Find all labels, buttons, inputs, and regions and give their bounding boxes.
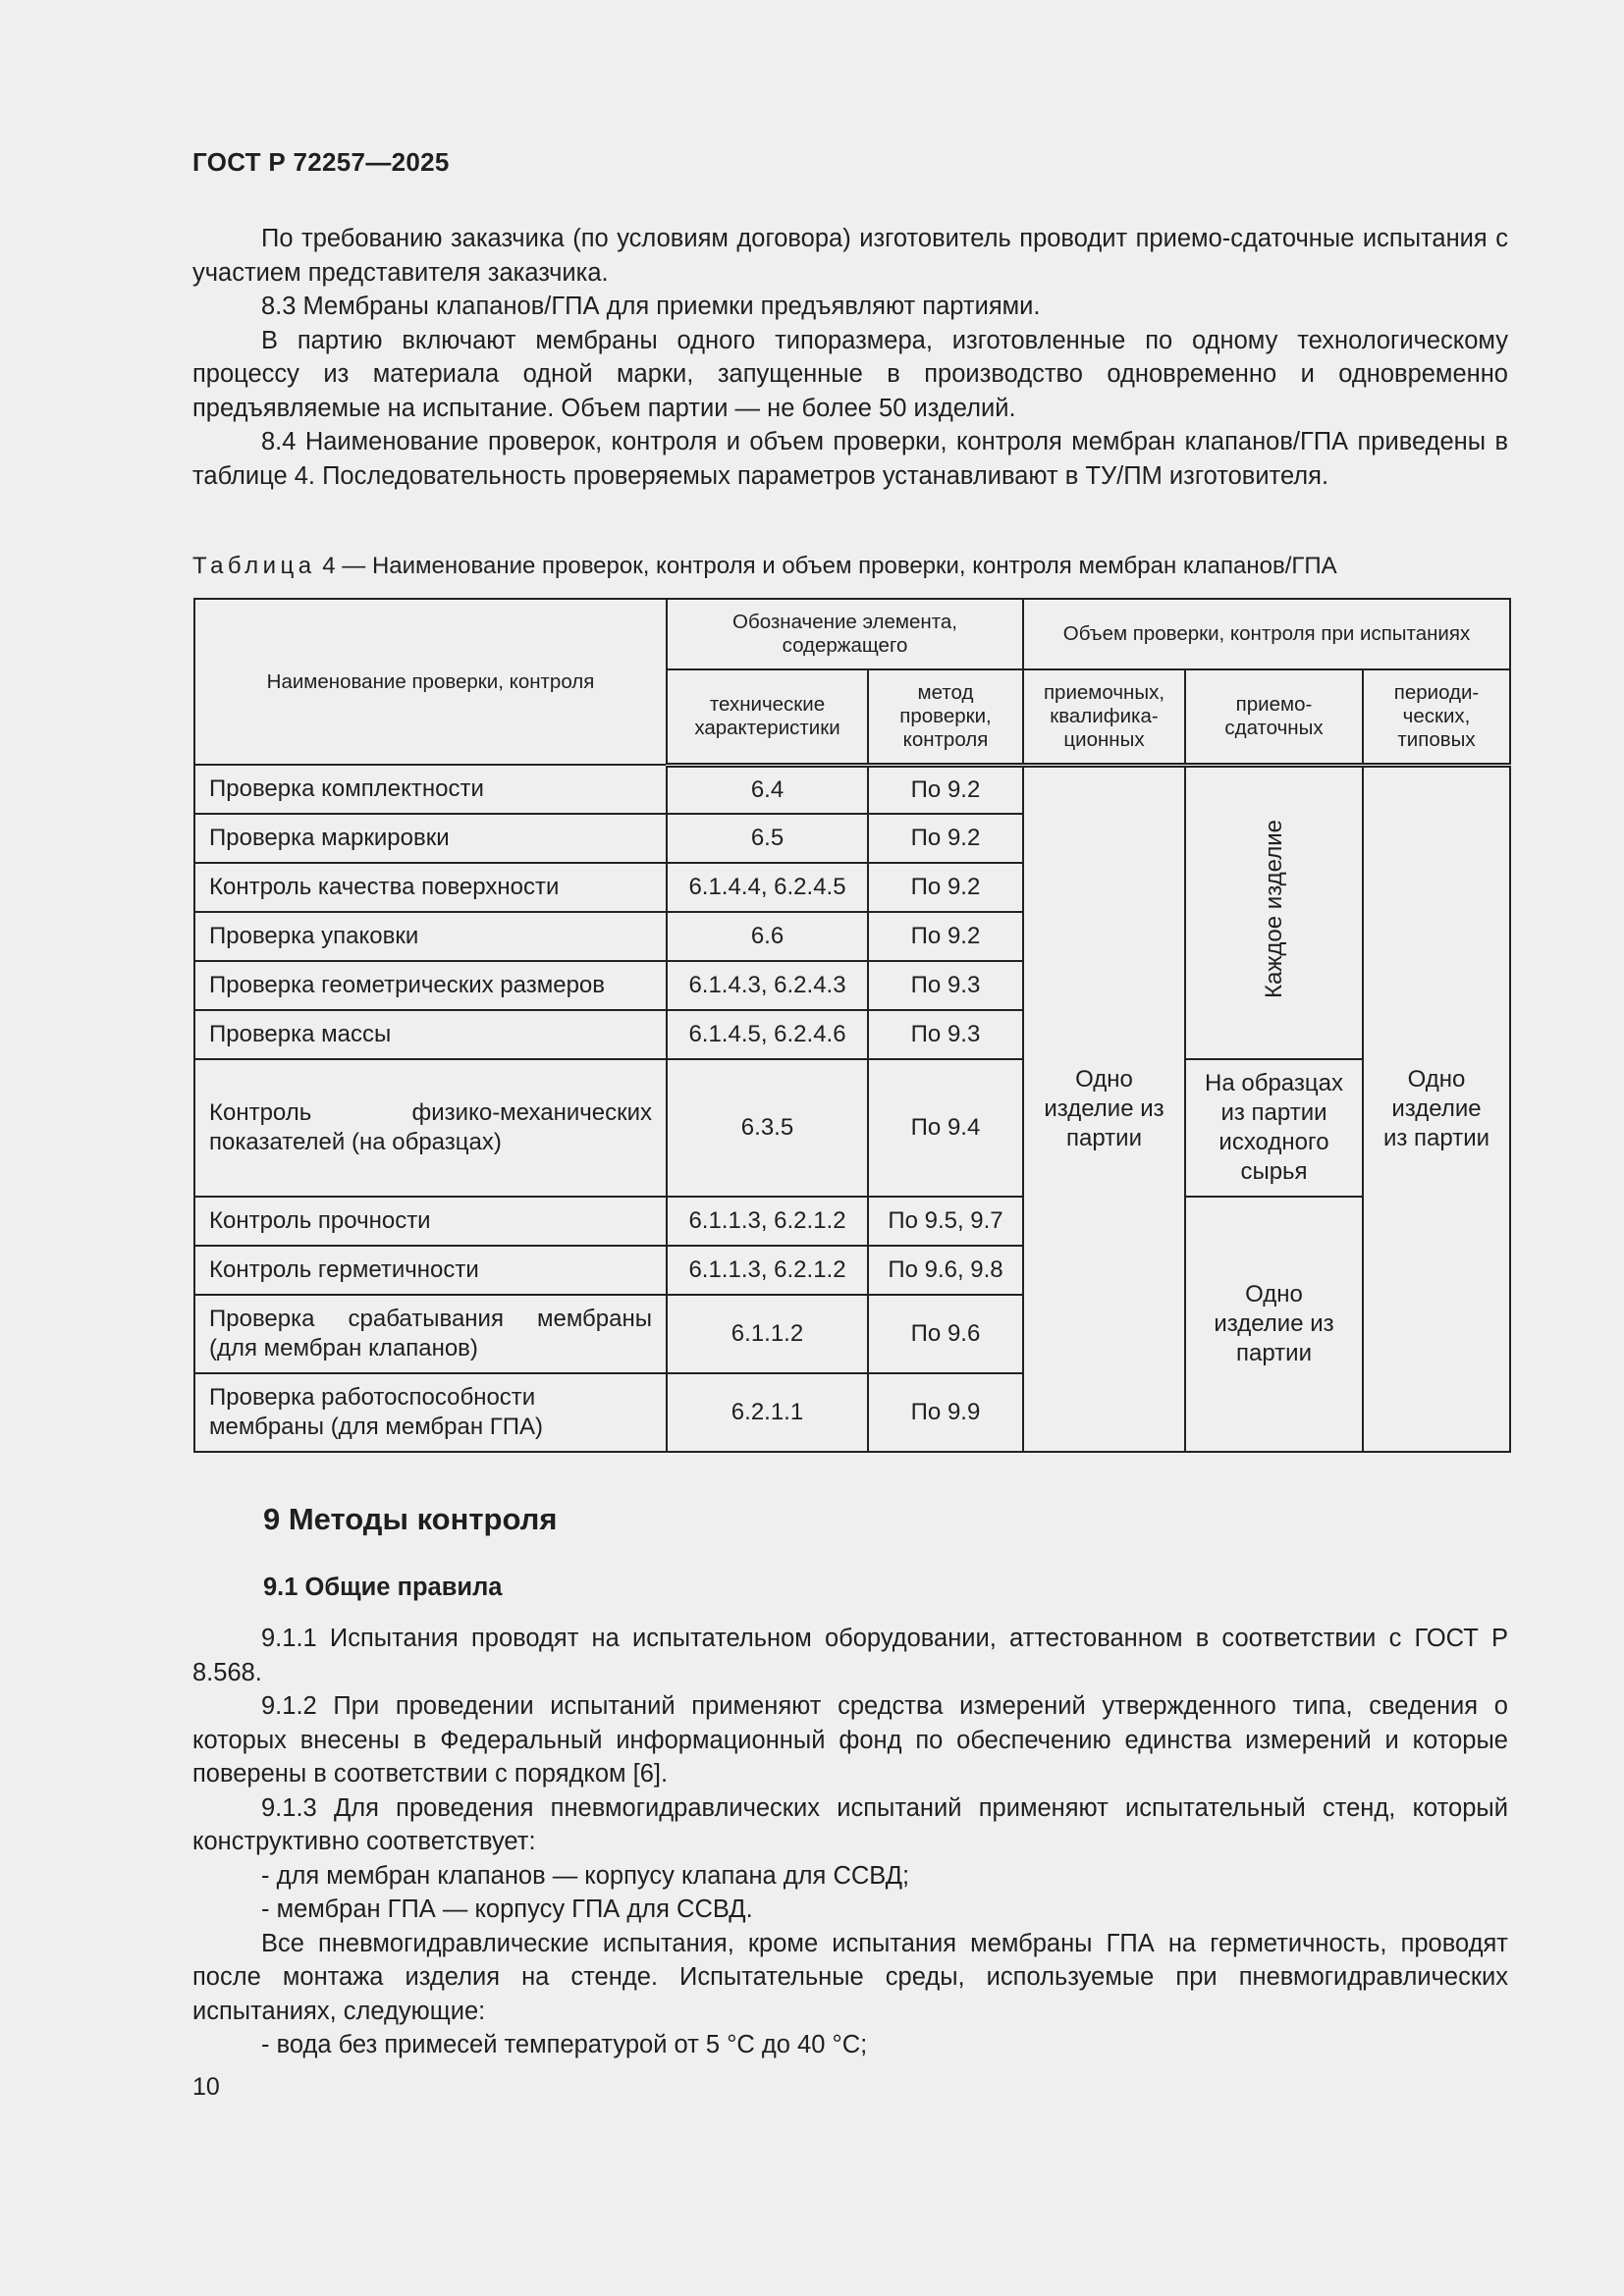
cell-tech: 6.1.4.4, 6.2.4.5: [667, 863, 868, 912]
table-caption: [192, 553, 1337, 580]
list-item: - мембран ГПА — корпусу ГПА для ССВД.: [261, 1896, 753, 1923]
cell-name: Проверка комплектности: [194, 765, 667, 814]
cell-tech: 6.1.4.5, 6.2.4.6: [667, 1010, 868, 1059]
cell-tech: 6.1.1.3, 6.2.1.2: [667, 1246, 868, 1295]
list-item: - для мембран клапанов — корпусу клапана для ССВД;: [261, 1861, 910, 1890]
cell-name: Контроль герметичности: [194, 1246, 667, 1295]
cell-periodic-merged: Одно изделие из партии: [1363, 765, 1510, 1452]
cell-method: По 9.2: [868, 863, 1023, 912]
table-row: [194, 765, 1510, 814]
cell-name: Проверка массы: [194, 1010, 667, 1059]
standard-header: ГОСТ Р 72257—2025: [192, 147, 450, 177]
cell-name: Проверка срабатывания мембраны (для мембран клапанов): [194, 1295, 667, 1373]
paragraph: 9.1.1 Испытания проводят на испытательном оборудовании, аттестованном в соответствии с ГОСТ Р 8.568.: [192, 1625, 1508, 1686]
paragraph: 8.4 Наименование проверок, контроля и объем проверки, контроля мембран клапанов/ГПА приведены в таблице 4. Последовательность проверяемых параметров устанавливают в ТУ/ПМ изготовителя.: [192, 428, 1508, 490]
paragraph: По требованию заказчика (по условиям договора) изготовитель проводит приемо-сдаточные испытания с участием представителя заказчика.: [192, 225, 1508, 287]
cell-acc-one: Одно изделие из партии: [1185, 1197, 1363, 1452]
cell-acc-samples: На образцах из партии исходного сырья: [1185, 1059, 1363, 1197]
cell-name: Контроль качества поверхности: [194, 863, 667, 912]
paragraph: 9.1.2 При проведении испытаний применяют средства измерений утвержденного типа, сведения о которых внесены в Федеральный информационный фонд по обеспечению единства измерений и которые поверены в соответствии с порядком [6].: [192, 1692, 1508, 1788]
subsection-heading: 9.1 Общие правила: [263, 1574, 503, 1601]
cell-tech: 6.4: [667, 765, 868, 814]
page-number: 10: [192, 2073, 220, 2101]
paragraph: 8.3 Мембраны клапанов/ГПА для приемки предъявляют партиями.: [261, 293, 1041, 320]
cell-tech: 6.1.1.3, 6.2.1.2: [667, 1197, 868, 1246]
paragraph: В партию включают мембраны одного типоразмера, изготовленные по одному технологическому процессу из материала одной марки, запущенные в производство одновременно и одновременно предъявляемые на испытание. Объем партии — не более 50 изделий.: [192, 326, 1508, 422]
header-name: Наименование проверки, контроля: [194, 599, 667, 765]
cell-method: По 9.2: [868, 814, 1023, 863]
paragraph: Все пневмогидравлические испытания, кроме испытания мембраны ГПА на герметичность, проводят после монтажа изделия на стенде. Испытательные среды, используемые при пневмогидравлических испытаниях, следующие:: [192, 1929, 1508, 2025]
cell-name: Проверка геометрических размеров: [194, 961, 667, 1010]
section-heading: 9 Методы контроля: [263, 1502, 558, 1536]
cell-tech: 6.2.1.1: [667, 1373, 868, 1452]
header-acc: приемо-сдаточных: [1185, 669, 1363, 765]
header-qual: приемочных, квалифика-ционных: [1023, 669, 1185, 765]
cell-tech: 6.5: [667, 814, 868, 863]
cell-method: По 9.6, 9.8: [868, 1246, 1023, 1295]
section9-text: [192, 1622, 1508, 2062]
table-caption-text: 4 — Наименование проверок, контроля и объем проверки, контроля мембран клапанов/ГПА: [322, 553, 1337, 579]
list-item: - вода без примесей температурой от 5 °С до 40 °С;: [261, 2031, 868, 2058]
cell-acc-each: [1185, 765, 1363, 1059]
table-row: [194, 1059, 1510, 1197]
cell-name: Проверка работоспособности мембраны (для мембран ГПА): [194, 1373, 667, 1452]
cell-method: По 9.2: [868, 765, 1023, 814]
inspection-table: [193, 598, 1511, 1453]
cell-method: По 9.4: [868, 1059, 1023, 1197]
cell-tech: 6.1.1.2: [667, 1295, 868, 1373]
cell-method: По 9.3: [868, 1010, 1023, 1059]
table-row: [194, 1197, 1510, 1246]
cell-method: По 9.5, 9.7: [868, 1197, 1023, 1246]
header-tech: технические характеристики: [667, 669, 868, 765]
cell-tech: 6.6: [667, 912, 868, 961]
cell-method: По 9.2: [868, 912, 1023, 961]
intro-text: [192, 222, 1508, 493]
header-periodic: периоди-ческих, типовых: [1363, 669, 1510, 765]
cell-name: Проверка упаковки: [194, 912, 667, 961]
cell-method: По 9.9: [868, 1373, 1023, 1452]
table-caption-label: Таблица: [192, 553, 316, 579]
acc-each-vertical-text: Каждое изделие: [1260, 819, 1287, 998]
paragraph: 9.1.3 Для проведения пневмогидравлических испытаний применяют испытательный стенд, который конструктивно соответствует:: [192, 1793, 1508, 1855]
cell-name: Контроль физико-механических показателей (на образцах): [194, 1059, 667, 1197]
cell-name: Контроль прочности: [194, 1197, 667, 1246]
cell-tech: 6.1.4.3, 6.2.4.3: [667, 961, 868, 1010]
header-volume: Объем проверки, контроля при испытаниях: [1023, 599, 1510, 669]
cell-method: По 9.6: [868, 1295, 1023, 1373]
cell-name: Проверка маркировки: [194, 814, 667, 863]
cell-qual-merged: Одно изделие из партии: [1023, 765, 1185, 1452]
cell-tech: 6.3.5: [667, 1059, 868, 1197]
header-designation: Обозначение элемента, содержащего: [667, 599, 1023, 669]
cell-method: По 9.3: [868, 961, 1023, 1010]
header-method: метод проверки, контроля: [868, 669, 1023, 765]
